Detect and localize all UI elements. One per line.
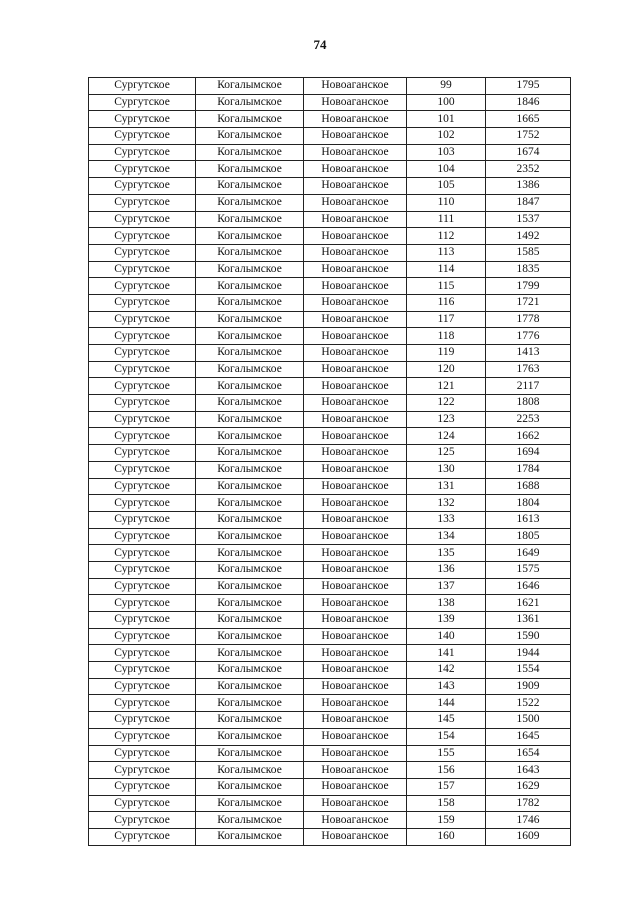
table-row	[89, 461, 571, 478]
cell-area: Новоаганское	[304, 645, 407, 662]
cell-area: Новоаганское	[304, 795, 407, 812]
cell-area: Новоаганское	[304, 94, 407, 111]
cell-area: Новоаганское	[304, 111, 407, 128]
table-row	[89, 762, 571, 779]
cell-deposit: Когалымское	[196, 194, 304, 211]
cell-field: Сургутское	[89, 678, 196, 695]
cell-field: Сургутское	[89, 578, 196, 595]
cell-number: 142	[407, 662, 486, 679]
cell-deposit: Когалымское	[196, 345, 304, 362]
cell-area: Новоаганское	[304, 395, 407, 412]
cell-number: 99	[407, 78, 486, 95]
cell-deposit: Когалымское	[196, 678, 304, 695]
table-row	[89, 144, 571, 161]
cell-field: Сургутское	[89, 378, 196, 395]
cell-number: 159	[407, 812, 486, 829]
cell-number: 115	[407, 278, 486, 295]
cell-field: Сургутское	[89, 144, 196, 161]
cell-value: 1386	[486, 178, 571, 195]
cell-field: Сургутское	[89, 812, 196, 829]
cell-area: Новоаганское	[304, 812, 407, 829]
cell-number: 103	[407, 144, 486, 161]
cell-value: 1721	[486, 294, 571, 311]
cell-field: Сургутское	[89, 178, 196, 195]
cell-value: 1361	[486, 612, 571, 629]
table-body	[89, 78, 571, 846]
cell-number: 155	[407, 745, 486, 762]
cell-value: 1665	[486, 111, 571, 128]
table-row	[89, 712, 571, 729]
cell-field: Сургутское	[89, 778, 196, 795]
cell-area: Новоаганское	[304, 345, 407, 362]
cell-field: Сургутское	[89, 294, 196, 311]
table-row	[89, 428, 571, 445]
table-row	[89, 311, 571, 328]
cell-value: 1629	[486, 778, 571, 795]
table-row	[89, 194, 571, 211]
cell-value: 1645	[486, 728, 571, 745]
cell-value: 1808	[486, 395, 571, 412]
cell-number: 157	[407, 778, 486, 795]
cell-deposit: Когалымское	[196, 161, 304, 178]
table-row	[89, 361, 571, 378]
cell-field: Сургутское	[89, 628, 196, 645]
cell-field: Сургутское	[89, 128, 196, 145]
cell-deposit: Когалымское	[196, 211, 304, 228]
cell-number: 156	[407, 762, 486, 779]
cell-number: 102	[407, 128, 486, 145]
cell-area: Новоаганское	[304, 194, 407, 211]
cell-number: 112	[407, 228, 486, 245]
table-row	[89, 294, 571, 311]
table-row	[89, 495, 571, 512]
cell-deposit: Когалымское	[196, 178, 304, 195]
cell-deposit: Когалымское	[196, 545, 304, 562]
cell-number: 134	[407, 528, 486, 545]
cell-deposit: Когалымское	[196, 662, 304, 679]
cell-value: 1778	[486, 311, 571, 328]
cell-deposit: Когалымское	[196, 561, 304, 578]
cell-field: Сургутское	[89, 745, 196, 762]
table-row	[89, 94, 571, 111]
cell-field: Сургутское	[89, 595, 196, 612]
cell-area: Новоаганское	[304, 178, 407, 195]
cell-number: 101	[407, 111, 486, 128]
cell-number: 132	[407, 495, 486, 512]
cell-field: Сургутское	[89, 328, 196, 345]
cell-field: Сургутское	[89, 345, 196, 362]
cell-deposit: Когалымское	[196, 128, 304, 145]
cell-deposit: Когалымское	[196, 628, 304, 645]
cell-number: 145	[407, 712, 486, 729]
cell-field: Сургутское	[89, 795, 196, 812]
cell-value: 1846	[486, 94, 571, 111]
cell-deposit: Когалымское	[196, 645, 304, 662]
cell-area: Новоаганское	[304, 428, 407, 445]
cell-area: Новоаганское	[304, 228, 407, 245]
table-row	[89, 78, 571, 95]
cell-deposit: Когалымское	[196, 478, 304, 495]
cell-deposit: Когалымское	[196, 762, 304, 779]
cell-field: Сургутское	[89, 662, 196, 679]
cell-field: Сургутское	[89, 461, 196, 478]
cell-number: 138	[407, 595, 486, 612]
cell-value: 1805	[486, 528, 571, 545]
cell-field: Сургутское	[89, 728, 196, 745]
cell-deposit: Когалымское	[196, 728, 304, 745]
table-row	[89, 561, 571, 578]
cell-area: Новоаганское	[304, 612, 407, 629]
cell-value: 1799	[486, 278, 571, 295]
cell-value: 2117	[486, 378, 571, 395]
cell-number: 105	[407, 178, 486, 195]
cell-number: 136	[407, 561, 486, 578]
cell-field: Сургутское	[89, 561, 196, 578]
cell-value: 2352	[486, 161, 571, 178]
cell-area: Новоаганское	[304, 128, 407, 145]
cell-value: 1944	[486, 645, 571, 662]
cell-area: Новоаганское	[304, 595, 407, 612]
cell-number: 104	[407, 161, 486, 178]
cell-area: Новоаганское	[304, 244, 407, 261]
cell-area: Новоаганское	[304, 528, 407, 545]
cell-field: Сургутское	[89, 495, 196, 512]
cell-value: 2253	[486, 411, 571, 428]
page-number: 74	[313, 37, 327, 52]
cell-deposit: Когалымское	[196, 612, 304, 629]
cell-value: 1804	[486, 495, 571, 512]
cell-field: Сургутское	[89, 361, 196, 378]
table-row	[89, 478, 571, 495]
cell-number: 121	[407, 378, 486, 395]
table-row	[89, 695, 571, 712]
cell-value: 1590	[486, 628, 571, 645]
cell-value: 1609	[486, 828, 571, 845]
cell-field: Сургутское	[89, 695, 196, 712]
table-row	[89, 645, 571, 662]
cell-field: Сургутское	[89, 612, 196, 629]
cell-field: Сургутское	[89, 395, 196, 412]
cell-value: 1782	[486, 795, 571, 812]
cell-area: Новоаганское	[304, 261, 407, 278]
table-row	[89, 745, 571, 762]
cell-deposit: Когалымское	[196, 828, 304, 845]
table-row	[89, 578, 571, 595]
cell-deposit: Когалымское	[196, 294, 304, 311]
cell-field: Сургутское	[89, 411, 196, 428]
cell-field: Сургутское	[89, 545, 196, 562]
cell-number: 154	[407, 728, 486, 745]
table-row	[89, 628, 571, 645]
cell-area: Новоаганское	[304, 144, 407, 161]
cell-number: 131	[407, 478, 486, 495]
cell-area: Новоаганское	[304, 762, 407, 779]
cell-area: Новоаганское	[304, 728, 407, 745]
cell-number: 118	[407, 328, 486, 345]
cell-number: 143	[407, 678, 486, 695]
cell-area: Новоаганское	[304, 361, 407, 378]
cell-area: Новоаганское	[304, 578, 407, 595]
cell-value: 1613	[486, 511, 571, 528]
cell-field: Сургутское	[89, 762, 196, 779]
cell-deposit: Когалымское	[196, 511, 304, 528]
table-row	[89, 528, 571, 545]
cell-number: 133	[407, 511, 486, 528]
cell-value: 1646	[486, 578, 571, 595]
cell-deposit: Когалымское	[196, 311, 304, 328]
cell-area: Новоаганское	[304, 678, 407, 695]
cell-deposit: Когалымское	[196, 795, 304, 812]
cell-number: 120	[407, 361, 486, 378]
cell-field: Сургутское	[89, 228, 196, 245]
cell-value: 1500	[486, 712, 571, 729]
cell-number: 114	[407, 261, 486, 278]
cell-field: Сургутское	[89, 428, 196, 445]
cell-deposit: Когалымское	[196, 712, 304, 729]
table-row	[89, 795, 571, 812]
cell-field: Сургутское	[89, 111, 196, 128]
table-row	[89, 328, 571, 345]
cell-deposit: Когалымское	[196, 411, 304, 428]
cell-number: 139	[407, 612, 486, 629]
table-row	[89, 244, 571, 261]
cell-value: 1662	[486, 428, 571, 445]
cell-deposit: Когалымское	[196, 745, 304, 762]
cell-number: 137	[407, 578, 486, 595]
cell-area: Новоаганское	[304, 78, 407, 95]
cell-value: 1776	[486, 328, 571, 345]
cell-deposit: Когалымское	[196, 228, 304, 245]
cell-area: Новоаганское	[304, 211, 407, 228]
cell-area: Новоаганское	[304, 478, 407, 495]
cell-deposit: Когалымское	[196, 428, 304, 445]
cell-deposit: Когалымское	[196, 695, 304, 712]
table-row	[89, 128, 571, 145]
table-row	[89, 812, 571, 829]
cell-area: Новоаганское	[304, 411, 407, 428]
cell-number: 119	[407, 345, 486, 362]
cell-area: Новоаганское	[304, 294, 407, 311]
cell-deposit: Когалымское	[196, 595, 304, 612]
cell-number: 135	[407, 545, 486, 562]
cell-value: 1585	[486, 244, 571, 261]
cell-area: Новоаганское	[304, 545, 407, 562]
cell-deposit: Когалымское	[196, 495, 304, 512]
table-row	[89, 828, 571, 845]
cell-number: 144	[407, 695, 486, 712]
cell-value: 1554	[486, 662, 571, 679]
cell-deposit: Когалымское	[196, 78, 304, 95]
cell-area: Новоаганское	[304, 445, 407, 462]
cell-area: Новоаганское	[304, 328, 407, 345]
cell-number: 122	[407, 395, 486, 412]
table-row	[89, 261, 571, 278]
data-table	[88, 77, 571, 846]
cell-deposit: Когалымское	[196, 528, 304, 545]
cell-value: 1694	[486, 445, 571, 462]
cell-area: Новоаганское	[304, 778, 407, 795]
table-row	[89, 545, 571, 562]
cell-value: 1746	[486, 812, 571, 829]
cell-area: Новоаганское	[304, 695, 407, 712]
table-row	[89, 395, 571, 412]
table-row	[89, 662, 571, 679]
table-row	[89, 345, 571, 362]
cell-value: 1575	[486, 561, 571, 578]
cell-field: Сургутское	[89, 828, 196, 845]
cell-number: 116	[407, 294, 486, 311]
cell-area: Новоаганское	[304, 628, 407, 645]
cell-number: 158	[407, 795, 486, 812]
cell-number: 100	[407, 94, 486, 111]
cell-field: Сургутское	[89, 161, 196, 178]
table-row	[89, 211, 571, 228]
cell-deposit: Когалымское	[196, 461, 304, 478]
cell-field: Сургутское	[89, 712, 196, 729]
table-row	[89, 111, 571, 128]
cell-value: 1784	[486, 461, 571, 478]
cell-value: 1909	[486, 678, 571, 695]
cell-deposit: Когалымское	[196, 244, 304, 261]
cell-deposit: Когалымское	[196, 578, 304, 595]
cell-deposit: Когалымское	[196, 261, 304, 278]
cell-value: 1795	[486, 78, 571, 95]
cell-number: 130	[407, 461, 486, 478]
cell-value: 1537	[486, 211, 571, 228]
cell-number: 160	[407, 828, 486, 845]
cell-field: Сургутское	[89, 478, 196, 495]
table-row	[89, 178, 571, 195]
cell-value: 1649	[486, 545, 571, 562]
cell-field: Сургутское	[89, 511, 196, 528]
table-row	[89, 778, 571, 795]
cell-area: Новоаганское	[304, 461, 407, 478]
cell-number: 125	[407, 445, 486, 462]
cell-value: 1522	[486, 695, 571, 712]
cell-field: Сургутское	[89, 244, 196, 261]
table-row	[89, 612, 571, 629]
cell-value: 1835	[486, 261, 571, 278]
cell-number: 141	[407, 645, 486, 662]
cell-value: 1674	[486, 144, 571, 161]
cell-number: 124	[407, 428, 486, 445]
cell-area: Новоаганское	[304, 161, 407, 178]
cell-field: Сургутское	[89, 94, 196, 111]
cell-field: Сургутское	[89, 194, 196, 211]
cell-area: Новоаганское	[304, 745, 407, 762]
cell-value: 1752	[486, 128, 571, 145]
cell-area: Новоаганское	[304, 561, 407, 578]
cell-field: Сургутское	[89, 311, 196, 328]
cell-field: Сургутское	[89, 78, 196, 95]
cell-value: 1847	[486, 194, 571, 211]
cell-field: Сургутское	[89, 645, 196, 662]
cell-field: Сургутское	[89, 211, 196, 228]
cell-value: 1621	[486, 595, 571, 612]
table-row	[89, 378, 571, 395]
cell-value: 1492	[486, 228, 571, 245]
cell-deposit: Когалымское	[196, 812, 304, 829]
cell-value: 1413	[486, 345, 571, 362]
cell-area: Новоаганское	[304, 712, 407, 729]
cell-area: Новоаганское	[304, 828, 407, 845]
cell-number: 140	[407, 628, 486, 645]
cell-deposit: Когалымское	[196, 395, 304, 412]
cell-deposit: Когалымское	[196, 361, 304, 378]
cell-deposit: Когалымское	[196, 378, 304, 395]
cell-deposit: Когалымское	[196, 778, 304, 795]
table-row	[89, 728, 571, 745]
cell-number: 123	[407, 411, 486, 428]
cell-number: 110	[407, 194, 486, 211]
cell-field: Сургутское	[89, 278, 196, 295]
cell-value: 1763	[486, 361, 571, 378]
cell-deposit: Когалымское	[196, 278, 304, 295]
table-row	[89, 228, 571, 245]
cell-field: Сургутское	[89, 445, 196, 462]
cell-deposit: Когалымское	[196, 144, 304, 161]
cell-area: Новоаганское	[304, 662, 407, 679]
cell-field: Сургутское	[89, 528, 196, 545]
cell-area: Новоаганское	[304, 311, 407, 328]
cell-area: Новоаганское	[304, 511, 407, 528]
cell-deposit: Когалымское	[196, 328, 304, 345]
table-row	[89, 161, 571, 178]
cell-number: 111	[407, 211, 486, 228]
cell-area: Новоаганское	[304, 278, 407, 295]
cell-number: 117	[407, 311, 486, 328]
cell-value: 1643	[486, 762, 571, 779]
table-row	[89, 445, 571, 462]
cell-value: 1654	[486, 745, 571, 762]
table-row	[89, 595, 571, 612]
table-row	[89, 411, 571, 428]
cell-deposit: Когалымское	[196, 111, 304, 128]
cell-deposit: Когалымское	[196, 94, 304, 111]
cell-area: Новоаганское	[304, 378, 407, 395]
cell-area: Новоаганское	[304, 495, 407, 512]
table-row	[89, 511, 571, 528]
table-row	[89, 278, 571, 295]
cell-value: 1688	[486, 478, 571, 495]
cell-number: 113	[407, 244, 486, 261]
table-row	[89, 678, 571, 695]
cell-deposit: Когалымское	[196, 445, 304, 462]
cell-field: Сургутское	[89, 261, 196, 278]
